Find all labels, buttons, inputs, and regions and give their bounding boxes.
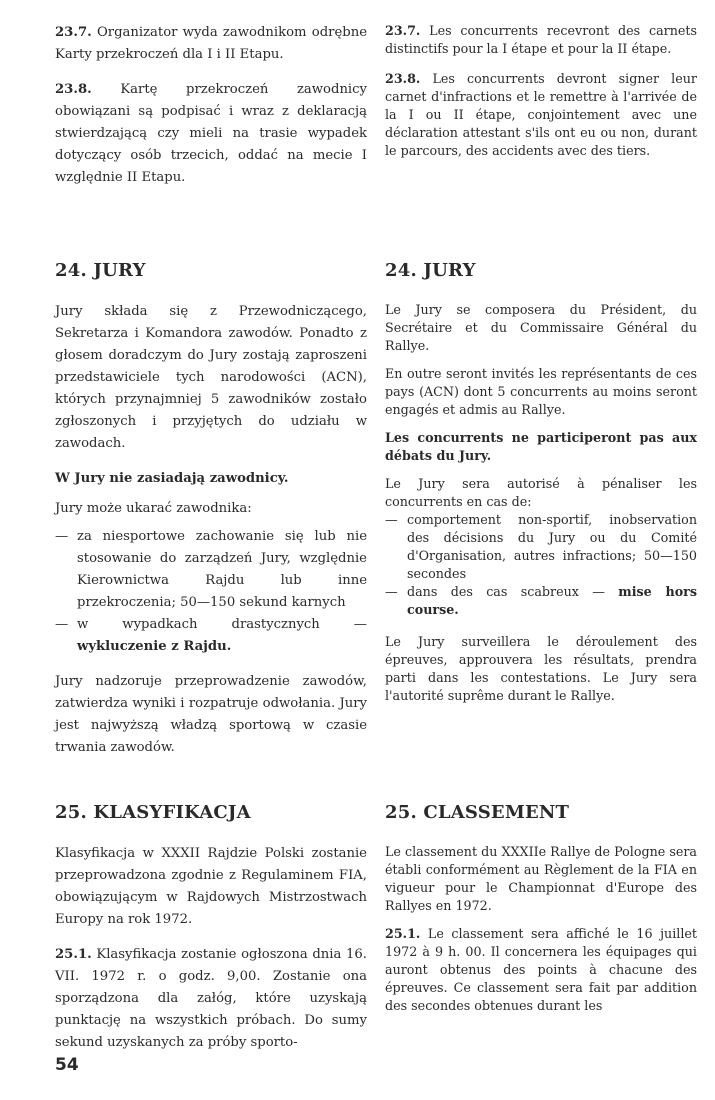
section-heading: 24. JURY	[55, 260, 146, 281]
list-item: — comportement non-sportif, inobservation des décisions du Jury ou du Comité d'Organisation, autres infractions; 50—150 secondes	[385, 512, 697, 581]
list-item: — za niesportowe zachowanie się lub nie stosowanie do zarządzeń Jury, względnie Kierownictwa Rajdu lub inne przekroczenia; 50—150 sekund karnych	[55, 529, 367, 610]
paragraph-25-1: 25.1. Klasyfikacja zostanie ogłoszona dnia 16. VII. 1972 r. o godz. 9,00. Zostanie ona sporządzona dla załóg, które uzyskają punktację na wszystkich próbach. Do sumy sekund uzyskanych za próby sporto-	[55, 947, 367, 1050]
section-heading: 24. JURY	[385, 260, 476, 281]
paragraph: Les concurrents ne participeront pas aux débats du Jury.	[385, 430, 697, 463]
paragraph: Le Jury surveillera le déroulement des épreuves, approuvera les résultats, prendra parti dans les contestations. Le Jury sera l'autorité suprême durant le Rallye.	[385, 634, 697, 703]
paragraph-23-7: 23.7. Les concurrents recevront des carnets distinctifs pour la I étape et pour la II étape.	[385, 23, 697, 56]
section-23-french	[385, 22, 697, 160]
paragraph-23-7: 23.7. Organizator wyda zawodnikom odrębne Karty przekroczeń dla I i II Etapu.	[55, 25, 367, 62]
section-heading: 25. CLASSEMENT	[385, 802, 570, 823]
paragraph: Klasyfikacja w XXXII Rajdzie Polski zostanie przeprowadzona zgodnie z Regulaminem FIA, obowiązującym w Rajdowych Mistrzostwach Europy na rok 1972.	[55, 846, 367, 927]
section-23-polish	[55, 22, 367, 189]
section-25-polish	[55, 802, 367, 1054]
paragraph-23-8: 23.8. Les concurrents devront signer leur carnet d'infractions et le remettre à l'arrivée de la I ou II étape, conjointement avec une déclaration attestant s'ils ont eu ou non, durant le parcours, des accidents avec des tiers.	[385, 71, 697, 158]
paragraph: Jury składa się z Przewodniczącego, Sekretarza i Komandora zawodów. Ponadto z głosem doradczym do Jury zostają zaproszeni przedstawiciele tych narodowości (ACN), których przynajmniej 5 zawodników zostało zgłoszonych i przyjętych do udziału w zawodach.	[55, 304, 367, 451]
paragraph: Jury może ukarać zawodnika:	[55, 501, 252, 516]
paragraph: En outre seront invités les représentants de ces pays (ACN) dont 5 concurrents au moins seront engagés et admis au Rallye.	[385, 366, 697, 417]
list-item: — w wypadkach drastycznych — wykluczenie z Rajdu.	[55, 617, 367, 654]
paragraph-23-8: 23.8. Kartę przekroczeń zawodnicy obowiązani są podpisać i wraz z deklaracją stwierdzającą czy mieli na trasie wypadek dotyczący osób trzecich, oddać na mecie I względnie II Etapu.	[55, 82, 367, 185]
section-24-polish	[55, 260, 367, 759]
paragraph: Jury nadzoruje przeprowadzenie zawodów, zatwierdza wyniki i rozpatruje odwołania. Jury jest najwyższą władzą sportową w czasie trwania zawodów.	[55, 674, 367, 755]
paragraph: Le Jury se composera du Président, du Secrétaire et du Commissaire Général du Rallye.	[385, 302, 697, 353]
list-item: — dans des cas scabreux — mise hors course.	[385, 584, 697, 617]
paragraph: Le Jury sera autorisé à pénaliser les concurrents en cas de:	[385, 476, 697, 509]
penalty-list	[385, 511, 697, 619]
paragraph: Le classement du XXXIIe Rallye de Pologne sera établi conformément au Règlement de la FIA en vigueur pour le Championnat d'Europe des Rallyes en 1972.	[385, 844, 697, 913]
section-heading: 25. KLASYFIKACJA	[55, 802, 251, 823]
section-25-french	[385, 802, 697, 1015]
paragraph-25-1: 25.1. Le classement sera affiché le 16 juillet 1972 à 9 h. 00. Il concernera les équipages qui auront obtenus des points à chacune des épreuves. Ce classement sera fait par addition des secondes obtenues durant les	[385, 926, 697, 1013]
penalty-list	[55, 526, 367, 658]
page-number: 54	[55, 1055, 79, 1075]
section-24-french	[385, 260, 697, 705]
paragraph: W Jury nie zasiadają zawodnicy.	[55, 471, 289, 486]
